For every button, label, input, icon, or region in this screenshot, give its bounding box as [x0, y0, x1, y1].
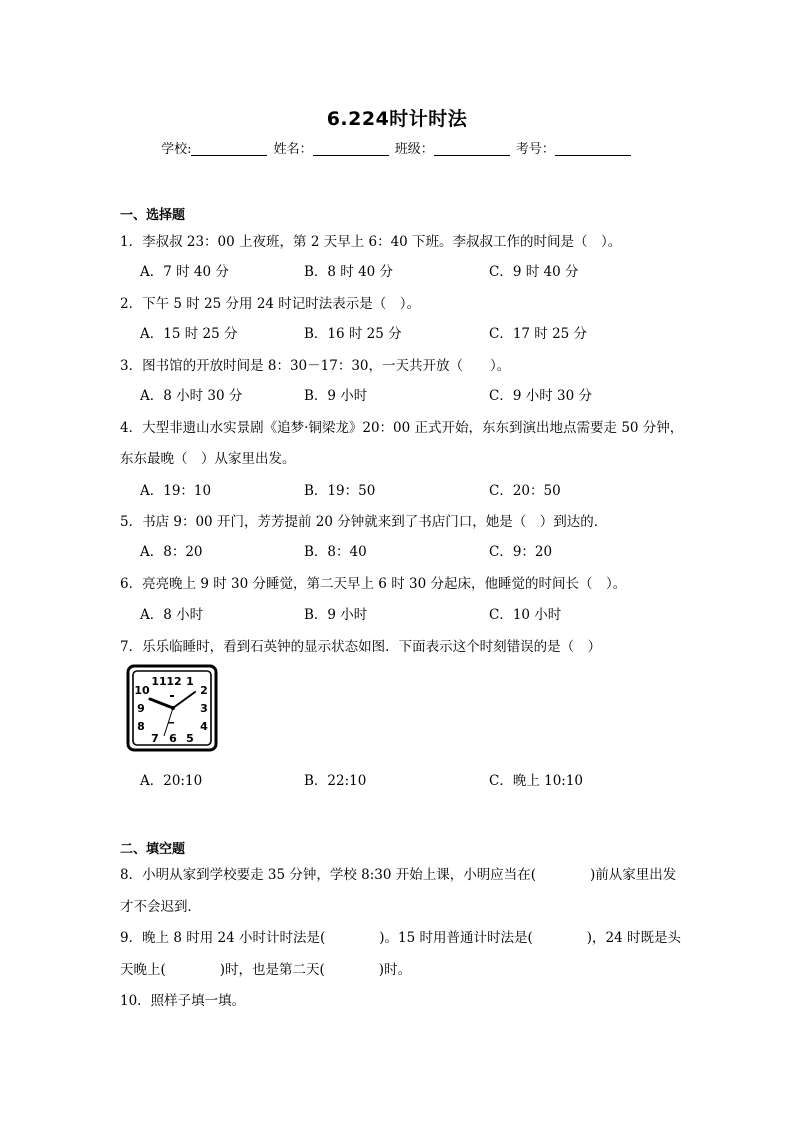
question-9-line-2: 天晚上( )时，也是第二天( )时。: [120, 962, 412, 978]
q7-option-c: C．晚上 10:10: [489, 773, 584, 789]
clock-numeral-10: 10: [134, 684, 150, 697]
question-9-line-1: 9．晚上 8 时用 24 小时计时法是( )。15 时用普通计时法是( )，24 时既是头: [120, 930, 682, 946]
quartz-clock-image: [126, 664, 218, 752]
q4-option-a: A．19：10: [140, 483, 212, 499]
q2-option-a: A．15 时 25 分: [140, 326, 238, 342]
q5-option-b: B．8：40: [304, 544, 367, 560]
student-info-row: [0, 138, 794, 157]
clock-numeral-6: 6: [169, 732, 177, 745]
clock-numeral-1: 1: [186, 675, 194, 688]
q2-option-b: B．16 时 25 分: [304, 326, 402, 342]
school-blank[interactable]: [191, 141, 267, 156]
question-7: 7．乐乐临睡时，看到石英钟的显示状态如图．下面表示这个时刻错误的是（ ）: [120, 639, 602, 655]
q5-option-c: C．9：20: [489, 544, 553, 560]
q6-option-a: A．8 小时: [140, 607, 204, 623]
name-label: 姓名：: [273, 142, 313, 157]
q6-option-b: B．9 小时: [304, 607, 368, 623]
class-label: 班级：: [394, 142, 434, 157]
question-1: 1．李叔叔 23：00 上夜班，第 2 天早上 6：40 下班。李叔叔工作的时间是（ ）。: [120, 234, 622, 250]
clock-logo-mark: [170, 695, 174, 697]
question-5: 5．书店 9：00 开门，芳芳提前 20 分钟就来到了书店门口，她是（ ）到达的．: [120, 514, 608, 530]
clock-numeral-12: 12: [166, 675, 182, 688]
q7-option-b: B．22:10: [304, 773, 367, 789]
section-choice: 一、选择题: [120, 208, 186, 223]
school-label: 学校:: [161, 142, 192, 157]
clock-numeral-7: 7: [151, 732, 159, 745]
q1-option-c: C．9 时 40 分: [489, 264, 579, 280]
exam-no-blank[interactable]: [555, 141, 631, 156]
clock-center: [171, 706, 175, 710]
clock-numeral-9: 9: [137, 702, 145, 715]
clock-numeral-3: 3: [200, 702, 208, 715]
class-blank[interactable]: [434, 141, 510, 156]
name-blank[interactable]: [313, 141, 389, 156]
clock-numeral-2: 2: [200, 684, 208, 697]
exam-no-label: 考号：: [515, 142, 555, 157]
q3-option-b: B．9 小时: [304, 388, 368, 404]
question-4-line-2: 东东最晚（ ）从家里出发。: [120, 451, 296, 467]
q2-option-c: C．17 时 25 分: [489, 326, 588, 342]
q3-option-a: A．8 小时 30 分: [140, 388, 243, 404]
q1-option-a: A．7 时 40 分: [140, 264, 229, 280]
question-2: 2．下午 5 时 25 分用 24 时记时法表示是（ ）。: [120, 296, 421, 312]
question-10: 10．照样子填一填。: [120, 993, 246, 1009]
clock-numeral-5: 5: [186, 732, 194, 745]
q3-option-c: C．9 小时 30 分: [489, 388, 592, 404]
q6-option-c: C．10 小时: [489, 607, 562, 623]
question-6: 6．亮亮晚上 9 时 30 分睡觉，第二天早上 6 时 30 分起床，他睡觉的时间长（ ）。: [120, 576, 627, 592]
question-4-line-1: 4．大型非遗山水实景剧《追梦·铜梁龙》20：00 正式开始，东东到演出地点需要走 50 分钟，: [120, 420, 684, 436]
clock-numeral-4: 4: [200, 720, 208, 733]
q1-option-b: B．8 时 40 分: [304, 264, 394, 280]
question-8-line-1: 8．小明从家到学校要走 35 分钟，学校 8:30 开始上课，小明应当在( )前从家里出发: [120, 867, 677, 883]
clock-brand-mark: [168, 722, 174, 724]
q4-option-b: B．19：50: [304, 483, 376, 499]
page-title: 6.224时计时法: [326, 108, 468, 130]
question-3: 3．图书馆的开放时间是 8：30－17：30，一天共开放（ ）。: [120, 358, 511, 374]
clock-numeral-11: 11: [151, 675, 167, 688]
section-fill-in: 二、填空题: [120, 842, 186, 857]
q5-option-a: A．8：20: [140, 544, 203, 560]
question-8-line-2: 才不会迟到．: [120, 899, 201, 915]
q7-option-a: A．20:10: [140, 773, 203, 789]
clock-numeral-8: 8: [137, 720, 145, 733]
q4-option-c: C．20：50: [489, 483, 561, 499]
